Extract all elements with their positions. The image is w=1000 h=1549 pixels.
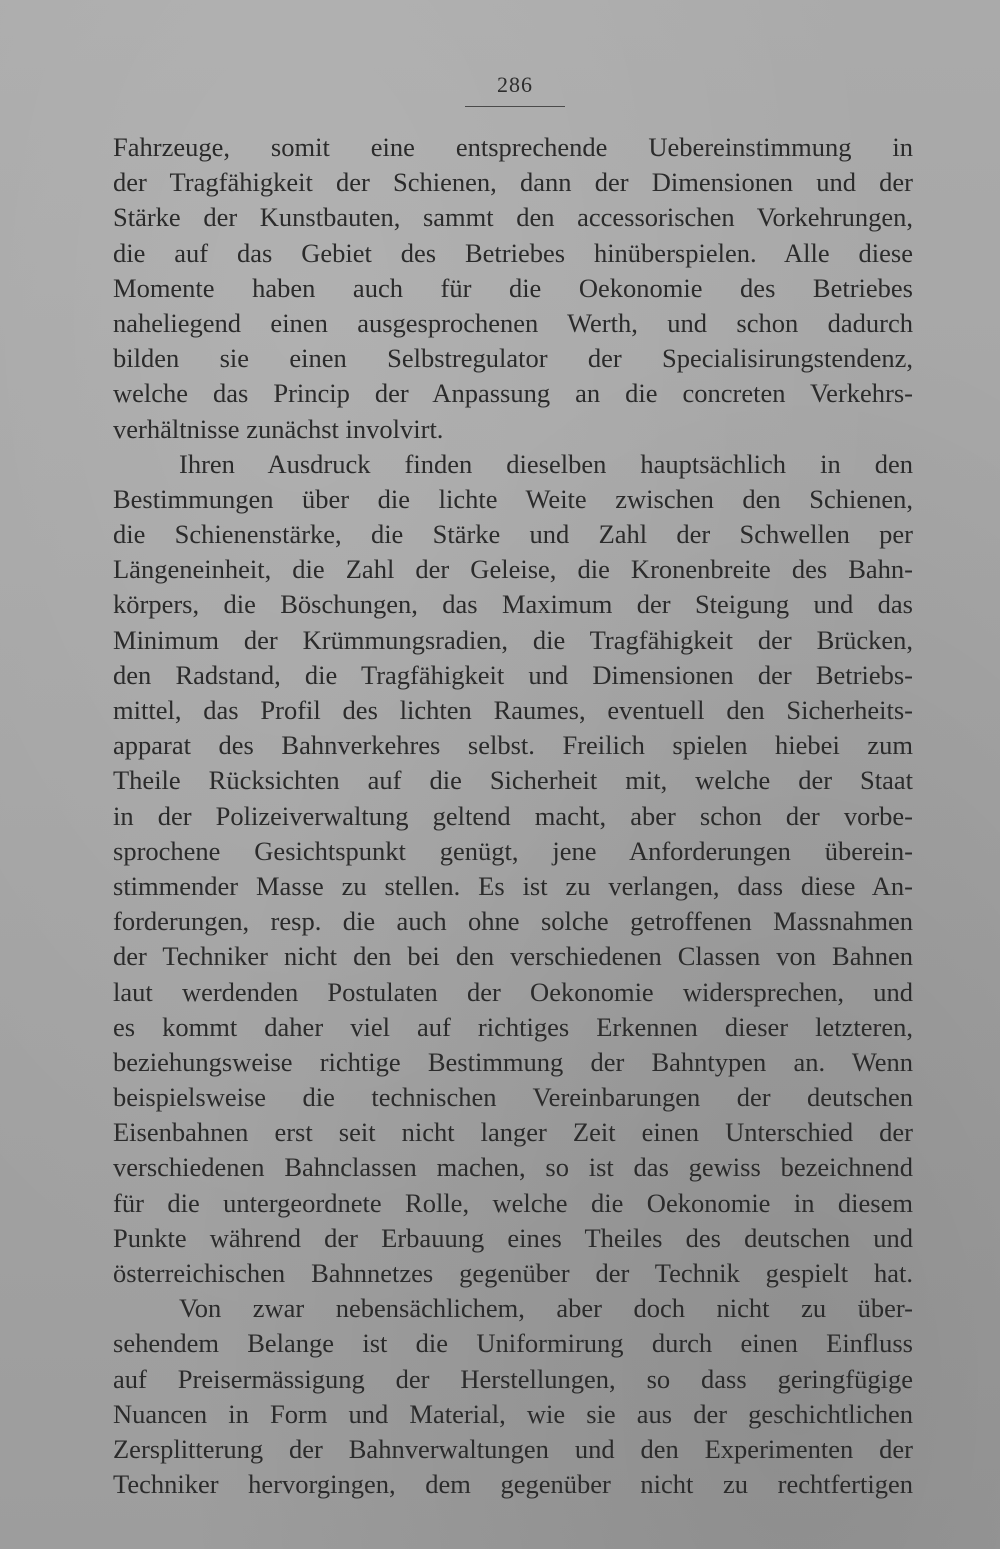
text-line: Minimum der Krümmungsradien, die Tragfähigkeit der Brücken, — [113, 624, 913, 655]
text-line: Von zwar nebensächlichem, aber doch nicht zu über- — [179, 1293, 913, 1324]
text-line: apparat des Bahnverkehres selbst. Freilich spielen hiebei zum — [113, 730, 913, 761]
text-line: Längeneinheit, die Zahl der Geleise, die Kronenbreite des Bahn- — [113, 554, 913, 585]
text-line: sehendem Belange ist die Uniformirung durch einen Einfluss — [113, 1328, 913, 1359]
text-line: naheliegend einen ausgesprochenen Werth, und schon dadurch — [113, 307, 913, 338]
text-line: beziehungsweise richtige Bestimmung der Bahntypen an. Wenn — [113, 1046, 913, 1077]
page-header — [465, 70, 565, 107]
text-line: forderungen, resp. die auch ohne solche getroffenen Massnahmen — [113, 906, 913, 937]
text-line: Ihren Ausdruck finden dieselben hauptsächlich in den — [179, 448, 913, 479]
text-line: österreichischen Bahnnetzes gegenüber der Technik gespielt hat. — [113, 1258, 913, 1288]
text-line: Bestimmungen über die lichte Weite zwischen den Schienen, — [113, 483, 913, 514]
text-line: auf Preisermässigung der Herstellungen, so dass geringfügige — [113, 1363, 913, 1394]
text-line: es kommt daher viel auf richtiges Erkennen dieser letzteren, — [113, 1011, 913, 1042]
text-line: stimmender Masse zu stellen. Es ist zu verlangen, dass diese An- — [113, 870, 913, 901]
text-line: verhältnisse zunächst involvirt. — [113, 413, 444, 444]
text-line: körpers, die Böschungen, das Maximum der Steigung und das — [113, 589, 913, 620]
text-line: den Radstand, die Tragfähigkeit und Dimensionen der Betriebs- — [113, 659, 913, 690]
header-rule — [465, 106, 565, 107]
text-line: Theile Rücksichten auf die Sicherheit mit, welche der Staat — [113, 765, 913, 796]
text-line: verschiedenen Bahnclassen machen, so ist das gewiss bezeichnend — [113, 1152, 913, 1183]
text-line: laut werdenden Postulaten der Oekonomie widersprechen, und — [113, 976, 913, 1007]
text-line: Momente haben auch für die Oekonomie des Betriebes — [113, 272, 913, 303]
text-line: Zersplitterung der Bahnverwaltungen und den Experimenten der — [113, 1433, 913, 1464]
text-line: Eisenbahnen erst seit nicht langer Zeit einen Unterschied der — [113, 1117, 913, 1148]
text-line: für die untergeordnete Rolle, welche die Oekonomie in diesem — [113, 1187, 913, 1218]
text-line: die auf das Gebiet des Betriebes hinüberspielen. Alle diese — [113, 237, 913, 268]
text-line: Techniker hervorgingen, dem gegenüber nicht zu rechtfertigen — [113, 1469, 913, 1500]
text-line: Punkte während der Erbauung eines Theiles des deutschen und — [113, 1222, 913, 1253]
text-line: welche das Princip der Anpassung an die concreten Verkehrs- — [113, 378, 913, 409]
text-line: bilden sie einen Selbstregulator der Specialisirungstendenz, — [113, 343, 913, 374]
page-number: 286 — [497, 72, 533, 97]
text-line: sprochene Gesichtspunkt genügt, jene Anforderungen überein- — [113, 835, 913, 866]
text-line: Nuancen in Form und Material, wie sie aus der geschichtlichen — [113, 1398, 913, 1429]
text-line: der Techniker nicht den bei den verschiedenen Classen von Bahnen — [113, 941, 913, 972]
text-line: in der Polizeiverwaltung geltend macht, aber schon der vorbe- — [113, 800, 913, 831]
text-line: beispielsweise die technischen Vereinbarungen der deutschen — [113, 1082, 913, 1113]
text-line: Fahrzeuge, somit eine entsprechende Uebereinstimmung in — [113, 132, 913, 162]
text-line: mittel, das Profil des lichten Raumes, eventuell den Sicherheits- — [113, 695, 913, 725]
body-text — [113, 130, 913, 1502]
text-line: der Tragfähigkeit der Schienen, dann der Dimensionen und der — [113, 167, 913, 198]
text-line: Stärke der Kunstbauten, sammt den accessorischen Vorkehrungen, — [113, 202, 913, 233]
text-line: die Schienenstärke, die Stärke und Zahl der Schwellen per — [113, 519, 913, 550]
